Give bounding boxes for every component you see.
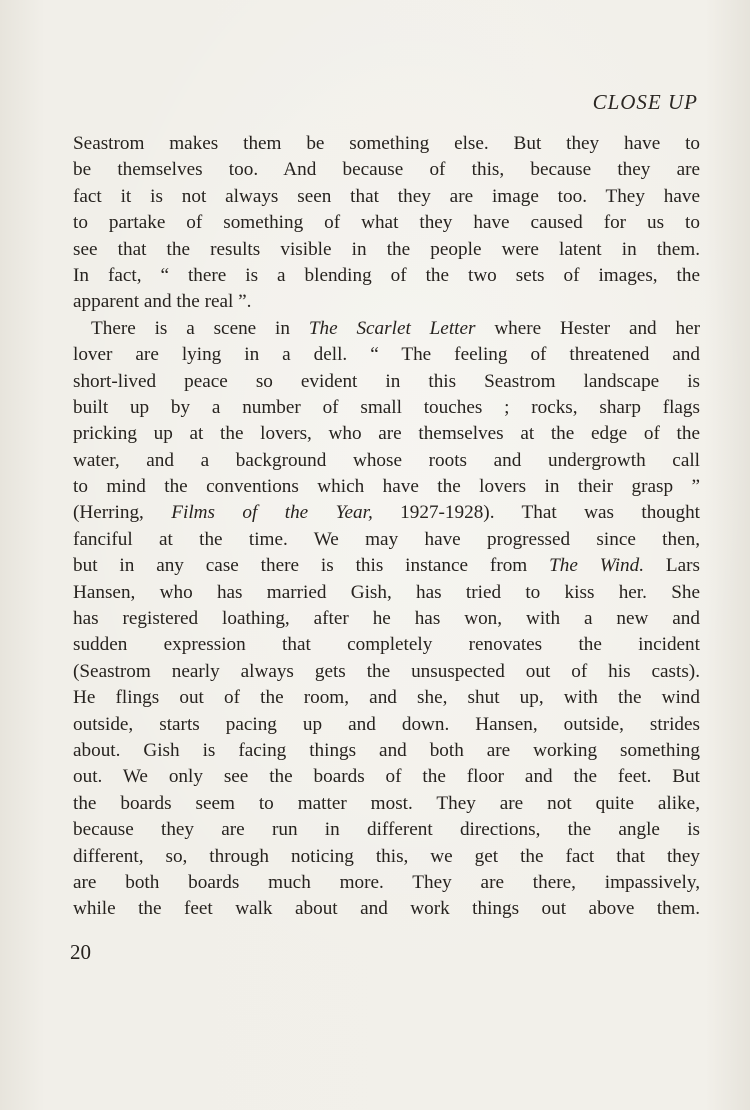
text-line: apparent and the real ”. (73, 291, 252, 313)
running-head: CLOSE UP (592, 90, 698, 114)
text-line: Seastrom makes them be something else. But they have to (73, 133, 700, 154)
text-line: be themselves too. And because of this, because they are (73, 159, 700, 181)
italic-title: The Wind. (549, 555, 645, 577)
page-number: 20 (70, 940, 91, 964)
text-line: are both boards much more. They are there, impassively, (73, 871, 700, 893)
text-line: There is a scene in The Scarlet Letter where Hester and her (91, 317, 700, 339)
text-line: fanciful at the time. We may have progressed since then, (73, 528, 700, 550)
text-line: about. Gish is facing things and both are working something (73, 739, 700, 761)
text-line: In fact, “ there is a blending of the two sets of images, the (73, 264, 700, 286)
text-line: to mind the conventions which have the lovers in their grasp ” (73, 476, 700, 498)
text-line: while the feet walk about and work things out above them. (73, 898, 700, 920)
text-line: pricking up at the lovers, who are themselves at the edge of the (73, 423, 700, 445)
italic-title: Films of the Year, (171, 502, 373, 524)
text-line: because they are run in different directions, the angle is (73, 819, 700, 841)
text-line: water, and a background whose roots and undergrowth call (73, 449, 700, 471)
text-line: out. We only see the boards of the floor and the feet. But (73, 766, 700, 788)
text-line: outside, starts pacing up and down. Hansen, outside, strides (73, 713, 700, 735)
text-line: He flings out of the room, and she, shut up, with the wind (73, 687, 700, 709)
text-line: has registered loathing, after he has won, with a new and (73, 608, 700, 630)
text-line: built up by a number of small touches ; rocks, sharp flags (73, 396, 700, 418)
text-line: but in any case there is this instance from The Wind. Lars (73, 555, 700, 577)
text-line: (Seastrom nearly always gets the unsuspected out of his casts). (73, 660, 700, 682)
body-text (73, 131, 700, 923)
italic-title: The Scarlet Letter (308, 317, 476, 339)
text-line: to partake of something of what they have caused for us to (73, 212, 700, 234)
text-line: lover are lying in a dell. “ The feeling of threatened and (73, 344, 700, 366)
text-line: the boards seem to matter most. They are not quite alike, (73, 792, 700, 814)
text-line: (Herring, Films of the Year, 1927-1928). That was thought (73, 502, 700, 524)
text-line: Hansen, who has married Gish, has tried to kiss her. She (73, 581, 700, 603)
text-line: different, so, through noticing this, we get the fact that they (73, 845, 700, 867)
text-line: see that the results visible in the people were latent in them. (73, 238, 700, 260)
text-line: sudden expression that completely renovates the incident (73, 634, 700, 656)
text-line: short-lived peace so evident in this Seastrom landscape is (73, 370, 700, 392)
text-line: fact it is not always seen that they are image too. They have (73, 185, 700, 207)
